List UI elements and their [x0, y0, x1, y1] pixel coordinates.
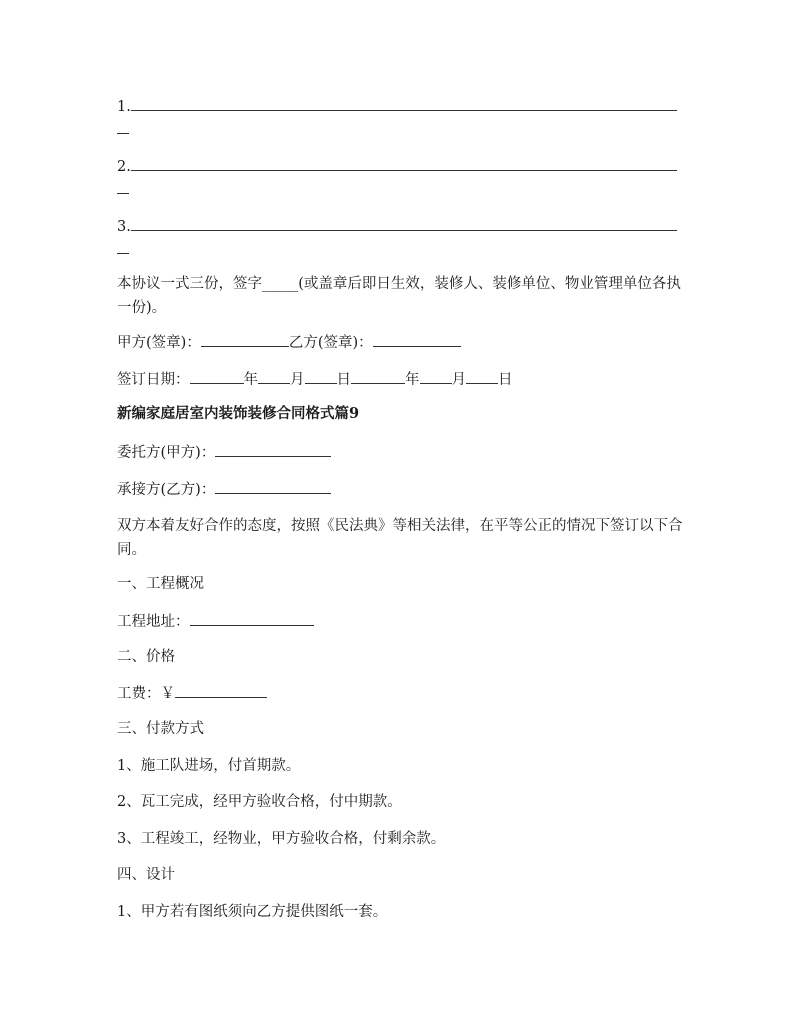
blank-item-2 [117, 156, 677, 177]
client-blank [215, 442, 331, 457]
month-blank [420, 369, 452, 384]
contractor-blank [215, 479, 331, 494]
blank-line-continuation [117, 253, 129, 254]
section-title: 三、付款方式 [117, 721, 204, 737]
fee-row [117, 683, 267, 704]
day-unit: 日 [498, 372, 513, 388]
party-a-signature-blank [201, 332, 289, 347]
payment-item: 1、施工队进场，付首期款。 [117, 758, 301, 774]
address-blank [190, 611, 314, 626]
section-title: 一、工程概况 [117, 576, 204, 592]
signature-row [117, 332, 461, 353]
section-heading: 新编家庭居室内装饰装修合同格式篇9 [117, 405, 360, 422]
year-blank [190, 369, 244, 384]
client-label: 委托方(甲方)： [117, 445, 216, 461]
address-row [117, 611, 314, 632]
address-label: 工程地址： [117, 614, 190, 630]
sign-date-label: 签订日期： [117, 372, 190, 388]
day-unit: 日 [336, 372, 351, 388]
year-unit: 年 [405, 372, 420, 388]
month-blank [258, 369, 290, 384]
item-number: 1. [117, 99, 131, 115]
item-number: 3. [117, 219, 131, 235]
client-row [117, 442, 331, 463]
design-item: 1、甲方若有图纸须向乙方提供图纸一套。 [117, 904, 388, 920]
payment-item: 3、工程竣工，经物业，甲方验收合格，付剩余款。 [117, 831, 446, 847]
blank-line-continuation [117, 133, 129, 134]
blank-line-continuation [117, 193, 129, 194]
payment-item: 2、瓦工完成，经甲方验收合格，付中期款。 [117, 794, 402, 810]
intro-paragraph: 双方本着友好合作的态度，按照《民法典》等相关法律，在平等公正的情况下签订以下合同。 [117, 518, 683, 558]
fee-blank [175, 683, 267, 698]
blank-item-3 [117, 216, 677, 237]
sign-date-row [117, 369, 513, 390]
contractor-row [117, 479, 331, 500]
section-title: 四、设计 [117, 867, 175, 883]
agreement-paragraph: 本协议一式三份，签字_____(或盖章后即日生效，装修人、装修单位、物业管理单位各执一份)。 [117, 276, 681, 316]
contractor-label: 承接方(乙方)： [117, 482, 216, 498]
month-unit: 月 [290, 372, 305, 388]
blank-line [131, 96, 677, 111]
party-b-signature-label: 乙方(签章)： [288, 335, 373, 351]
section-title: 二、价格 [117, 649, 175, 665]
day-blank [305, 369, 337, 384]
fee-label: 工费：￥ [117, 686, 175, 702]
party-b-signature-blank [373, 332, 461, 347]
year-unit: 年 [243, 372, 258, 388]
party-a-signature-label: 甲方(签章)： [117, 335, 201, 351]
blank-line [131, 216, 677, 231]
blank-item-1 [117, 96, 677, 117]
year-blank [351, 369, 405, 384]
item-number: 2. [117, 159, 131, 175]
month-unit: 月 [451, 372, 466, 388]
day-blank [466, 369, 498, 384]
blank-line [131, 156, 677, 171]
